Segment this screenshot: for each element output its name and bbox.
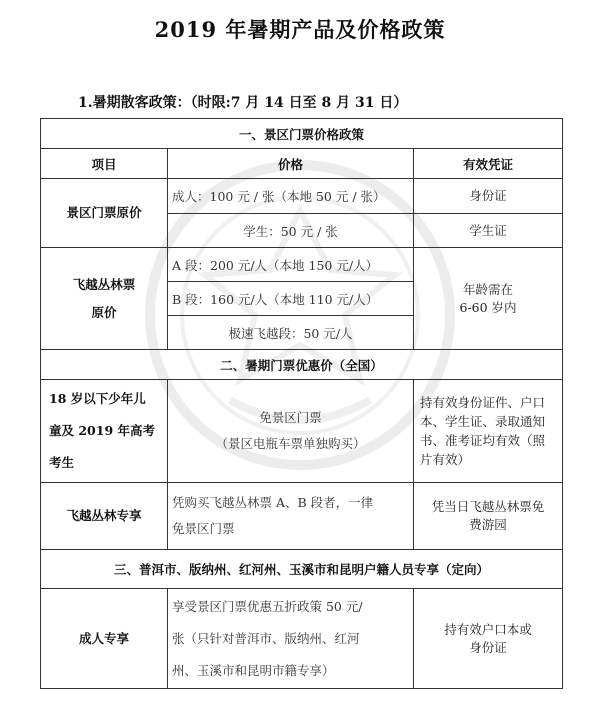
section-1-title: 一、景区门票价格政策: [41, 119, 563, 149]
youth-item-line: 考生: [49, 455, 75, 470]
jungle-age-proof: [414, 248, 563, 350]
jungle-b-price: B 段：160 元/人（本地 110 元/人）: [168, 282, 414, 316]
column-header-row: [41, 149, 563, 179]
jungle-ticket-item: [41, 248, 168, 350]
price-line: 凭购买飞越丛林票 A、B 段者，一律: [172, 495, 374, 510]
document-title: 2019 年暑期产品及价格政策: [154, 17, 446, 42]
price-line: （景区电瓶车票单独购买）: [215, 436, 366, 451]
youth-item-line: 童及 2019 年高考: [49, 423, 155, 438]
youth-proof: [414, 380, 563, 483]
price-line: 享受景区门票优惠五折政策 50 元/: [172, 598, 363, 614]
proof-line: 片有效）: [420, 452, 471, 467]
proof-line: 年龄需在: [462, 281, 513, 297]
jungle-item-line: 原价: [91, 304, 117, 320]
youth-item-line: 18 岁以下少年儿: [49, 391, 146, 406]
proof-line: 费游园: [469, 517, 507, 532]
adult-price: 成人：100 元 / 张（本地 50 元 / 张）: [168, 179, 414, 214]
youth-item: [41, 380, 168, 483]
table-row: [41, 248, 563, 282]
price-line: 州、玉溪市和昆明市籍专享）: [172, 662, 335, 678]
table-row: [41, 380, 563, 483]
section-3-title: 三、普洱市、版纳州、红河州、玉溪市和昆明户籍人员专享（定向）: [41, 550, 563, 589]
jungle-a-price: A 段：200 元/人（本地 150 元/人）: [168, 248, 414, 282]
table-row: [41, 483, 563, 550]
proof-line: 本、学生证、录取通知: [420, 414, 546, 429]
proof-line: 6-60 岁内: [459, 299, 517, 315]
section-header-row: [41, 119, 563, 149]
section-2-title: 二、暑期门票优惠价（全国）: [41, 350, 563, 380]
section-header-row: [41, 350, 563, 380]
adult-proof: 身份证: [414, 179, 563, 214]
student-proof: 学生证: [414, 214, 563, 248]
header-proof: 有效凭证: [414, 149, 563, 179]
section-1-label: 1.暑期散客政策：（时限:7 月 14 日至 8 月 31 日）: [78, 95, 408, 111]
jungle-special-item: 飞越丛林专享: [41, 483, 168, 550]
price-line: 张（只针对普洱市、版纳州、红河: [172, 630, 360, 646]
header-price: 价格: [168, 149, 414, 179]
proof-line: 持有效身份证件、户口: [420, 395, 546, 410]
proof-line: 书、准考证均有效（照: [420, 433, 546, 448]
jungle-special-proof: [414, 483, 563, 550]
proof-line: 持有效户口本或: [444, 621, 532, 637]
jungle-item-line: 飞越丛林票: [72, 276, 136, 292]
price-line: 免景区门票: [259, 410, 322, 425]
price-line: 免景区门票: [172, 521, 235, 536]
section-header-row: [41, 550, 563, 589]
proof-line: 凭当日飞越丛林票免: [431, 499, 545, 514]
price-policy-table: [40, 118, 563, 689]
jungle-fast-price: 极速飞越段：50 元/人: [168, 316, 414, 350]
header-item: 项目: [41, 149, 168, 179]
jungle-special-price: [168, 483, 414, 550]
youth-price: [168, 380, 414, 483]
adult-special-proof: [414, 589, 563, 689]
student-price: 学生：50 元 / 张: [168, 214, 414, 248]
proof-line: 身份证: [469, 639, 507, 655]
scenic-ticket-item: 景区门票原价: [41, 179, 168, 248]
adult-special-price: [168, 589, 414, 689]
table-row: [41, 179, 563, 214]
table-row: [41, 589, 563, 689]
adult-special-item: 成人专享: [41, 589, 168, 689]
